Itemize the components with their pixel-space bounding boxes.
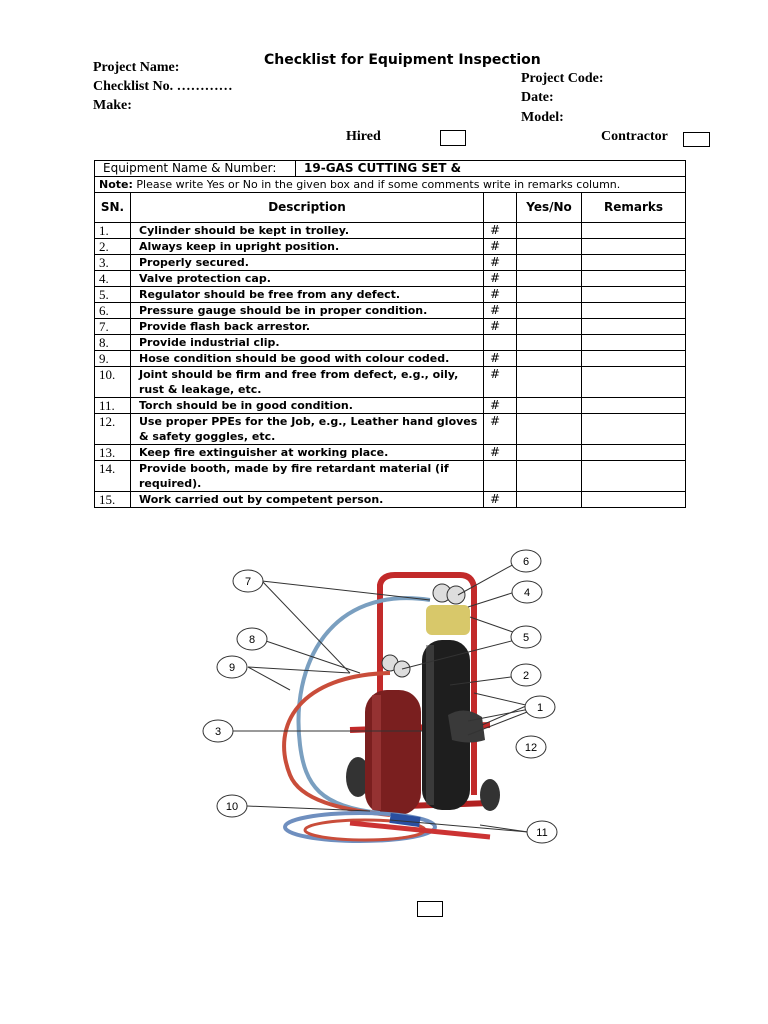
- row-description: Work carried out by competent person.: [131, 492, 484, 508]
- row-yes-no-cell[interactable]: [517, 445, 582, 461]
- row-remarks-cell[interactable]: [582, 287, 686, 303]
- callout-number: 4: [523, 587, 531, 599]
- row-mark: [484, 335, 517, 351]
- row-remarks-cell[interactable]: [582, 414, 686, 445]
- checklist-row: [95, 492, 686, 508]
- row-mark: #: [484, 303, 517, 319]
- row-yes-no-cell[interactable]: [517, 239, 582, 255]
- make-label: Make:: [93, 98, 132, 113]
- leather-glove: [448, 710, 485, 742]
- row-yes-no-cell[interactable]: [517, 319, 582, 335]
- contractor-checkbox[interactable]: [683, 132, 710, 147]
- row-yes-no-cell[interactable]: [517, 287, 582, 303]
- checklist-row: [95, 351, 686, 367]
- date-label: Date:: [521, 90, 554, 105]
- callout-number: 11: [536, 827, 548, 839]
- equipment-value[interactable]: 19-GAS CUTTING SET &: [296, 161, 686, 177]
- row-yes-no-cell[interactable]: [517, 335, 582, 351]
- hired-checkbox[interactable]: [440, 130, 466, 146]
- checklist-row: [95, 255, 686, 271]
- row-yes-no-cell[interactable]: [517, 398, 582, 414]
- row-yes-no-cell[interactable]: [517, 414, 582, 445]
- equipment-label: Equipment Name & Number:: [95, 161, 296, 177]
- callout-number: 2: [522, 670, 530, 682]
- row-sn: 5.: [95, 287, 131, 303]
- checklist-row: [95, 445, 686, 461]
- valve-protection-cap: [426, 605, 470, 635]
- row-description: Cylinder should be kept in trolley.: [131, 223, 484, 239]
- row-remarks-cell[interactable]: [582, 445, 686, 461]
- col-remarks-header: Remarks: [582, 193, 686, 223]
- callout-number: 7: [244, 576, 252, 588]
- row-mark: [484, 461, 517, 492]
- row-yes-no-cell[interactable]: [517, 255, 582, 271]
- row-description: Provide booth, made by fire retardant material (if required).: [131, 461, 484, 492]
- model-label: Model:: [521, 110, 564, 125]
- row-yes-no-cell[interactable]: [517, 271, 582, 287]
- checklist-no-label: Checklist No. …………: [93, 79, 233, 94]
- row-sn: 8.: [95, 335, 131, 351]
- checklist-row: [95, 335, 686, 351]
- checklist-row: [95, 223, 686, 239]
- note-row: [95, 177, 686, 193]
- callout-number: 12: [524, 742, 538, 754]
- row-mark: #: [484, 271, 517, 287]
- checklist-row: [95, 319, 686, 335]
- row-yes-no-cell[interactable]: [517, 303, 582, 319]
- checklist-row: [95, 287, 686, 303]
- callout-number: 9: [228, 662, 236, 674]
- checklist-table: [94, 160, 686, 508]
- gas-cutting-set-diagram: [190, 545, 570, 860]
- row-description: Keep fire extinguisher at working place.: [131, 445, 484, 461]
- row-sn: 15.: [95, 492, 131, 508]
- row-description: Provide flash back arrestor.: [131, 319, 484, 335]
- row-description: Torch should be in good condition.: [131, 398, 484, 414]
- note-cell: Note: Please write Yes or No in the given box and if some comments write in remarks column.: [95, 177, 686, 193]
- row-mark: #: [484, 445, 517, 461]
- row-mark: #: [484, 414, 517, 445]
- row-sn: 12.: [95, 414, 131, 445]
- col-yesno-header: Yes/No: [517, 193, 582, 223]
- checklist-row: [95, 239, 686, 255]
- checklist-row: [95, 271, 686, 287]
- project-name-label: Project Name:: [93, 60, 180, 75]
- row-sn: 4.: [95, 271, 131, 287]
- page-checkbox[interactable]: [417, 901, 443, 917]
- row-description: Provide industrial clip.: [131, 335, 484, 351]
- checklist-row: [95, 398, 686, 414]
- row-description: Pressure gauge should be in proper condition.: [131, 303, 484, 319]
- callout-number: 8: [248, 634, 256, 646]
- row-sn: 11.: [95, 398, 131, 414]
- row-sn: 3.: [95, 255, 131, 271]
- row-description: Use proper PPEs for the Job, e.g., Leather hand gloves & safety goggles, etc.: [131, 414, 484, 445]
- row-sn: 2.: [95, 239, 131, 255]
- row-remarks-cell[interactable]: [582, 239, 686, 255]
- row-description: Joint should be firm and free from defect, e.g., oily, rust & leakage, etc.: [131, 367, 484, 398]
- col-mark-header: [484, 193, 517, 223]
- row-mark: #: [484, 287, 517, 303]
- col-description-header: Description: [131, 193, 484, 223]
- checklist-row: [95, 367, 686, 398]
- contractor-label: Contractor: [601, 129, 668, 144]
- row-remarks-cell[interactable]: [582, 398, 686, 414]
- row-description: Always keep in upright position.: [131, 239, 484, 255]
- row-mark: #: [484, 492, 517, 508]
- row-remarks-cell[interactable]: [582, 367, 686, 398]
- row-description: Regulator should be free from any defect.: [131, 287, 484, 303]
- row-remarks-cell[interactable]: [582, 255, 686, 271]
- row-remarks-cell[interactable]: [582, 492, 686, 508]
- row-remarks-cell[interactable]: [582, 335, 686, 351]
- hired-label: Hired: [346, 129, 381, 144]
- row-description: Properly secured.: [131, 255, 484, 271]
- row-mark: #: [484, 223, 517, 239]
- callout-number: 10: [225, 801, 239, 813]
- document-title: Checklist for Equipment Inspection: [264, 52, 541, 68]
- row-sn: 7.: [95, 319, 131, 335]
- row-remarks-cell[interactable]: [582, 461, 686, 492]
- row-sn: 6.: [95, 303, 131, 319]
- col-sn-header: SN.: [95, 193, 131, 223]
- callout-number: 1: [536, 702, 544, 714]
- row-remarks-cell[interactable]: [582, 223, 686, 239]
- header-row: [95, 193, 686, 223]
- row-mark: #: [484, 255, 517, 271]
- row-yes-no-cell[interactable]: [517, 351, 582, 367]
- row-remarks-cell[interactable]: [582, 271, 686, 287]
- row-mark: #: [484, 351, 517, 367]
- checklist-row: [95, 461, 686, 492]
- row-mark: #: [484, 319, 517, 335]
- row-sn: 13.: [95, 445, 131, 461]
- checklist-row: [95, 303, 686, 319]
- row-yes-no-cell[interactable]: [517, 461, 582, 492]
- row-yes-no-cell[interactable]: [517, 367, 582, 398]
- row-sn: 1.: [95, 223, 131, 239]
- row-description: Hose condition should be good with colour coded.: [131, 351, 484, 367]
- row-mark: #: [484, 367, 517, 398]
- row-description: Valve protection cap.: [131, 271, 484, 287]
- row-yes-no-cell[interactable]: [517, 492, 582, 508]
- row-remarks-cell[interactable]: [582, 303, 686, 319]
- callout-number: 3: [214, 726, 222, 738]
- row-remarks-cell[interactable]: [582, 319, 686, 335]
- row-sn: 10.: [95, 367, 131, 398]
- callout-number: 6: [522, 556, 530, 568]
- callout-number: 5: [522, 632, 530, 644]
- row-mark: #: [484, 398, 517, 414]
- row-yes-no-cell[interactable]: [517, 223, 582, 239]
- row-sn: 9.: [95, 351, 131, 367]
- equipment-row: [95, 161, 686, 177]
- row-remarks-cell[interactable]: [582, 351, 686, 367]
- row-mark: #: [484, 239, 517, 255]
- checklist-row: [95, 414, 686, 445]
- row-sn: 14.: [95, 461, 131, 492]
- right-wheel: [480, 779, 500, 811]
- project-code-label: Project Code:: [521, 71, 604, 86]
